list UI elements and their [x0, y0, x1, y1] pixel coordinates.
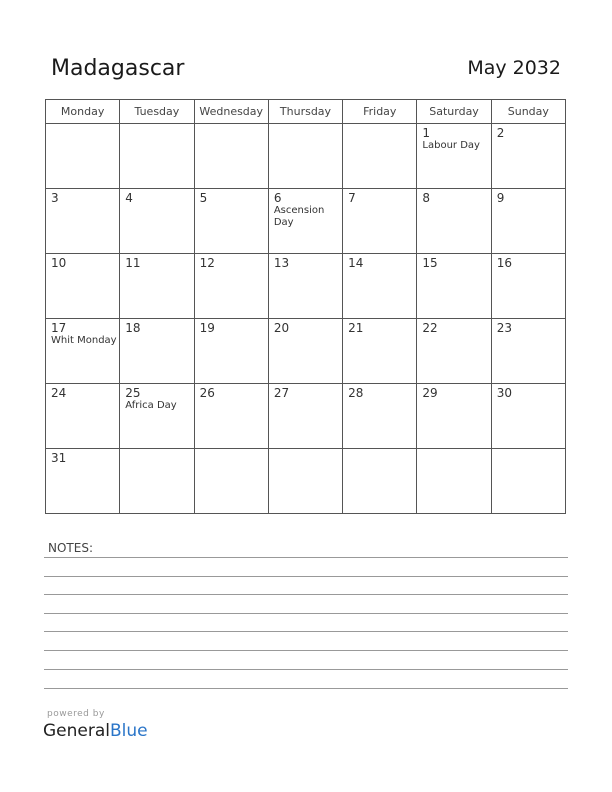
calendar-grid	[45, 99, 566, 514]
week-row	[46, 449, 566, 514]
weekday-header: Monday	[46, 100, 120, 124]
brand-logo[interactable]	[43, 721, 148, 741]
day-number: 11	[125, 256, 141, 270]
day-number: 23	[496, 321, 512, 335]
day-cell	[46, 449, 120, 514]
day-number: 26	[199, 386, 215, 400]
powered-by-text: powered by	[47, 709, 105, 719]
day-cell	[343, 124, 417, 189]
day-cell	[343, 189, 417, 254]
notes-line	[44, 669, 568, 670]
weekday-header: Sunday	[491, 100, 565, 124]
day-cell	[268, 319, 342, 384]
day-number: 10	[51, 256, 67, 270]
day-cell	[268, 384, 342, 449]
day-cell	[491, 189, 565, 254]
day-number: 28	[348, 386, 364, 400]
notes-line	[44, 631, 568, 632]
day-cell	[417, 189, 491, 254]
calendar-country-title: Madagascar	[51, 56, 185, 81]
day-number: 14	[348, 256, 364, 270]
notes-line	[44, 557, 568, 558]
calendar-month-title: May 2032	[467, 57, 561, 79]
day-cell	[343, 384, 417, 449]
day-cell	[120, 319, 194, 384]
day-cell	[194, 384, 268, 449]
day-cell	[343, 449, 417, 514]
day-cell	[491, 384, 565, 449]
day-cell	[417, 124, 491, 189]
day-number: 1	[422, 126, 431, 140]
day-cell	[343, 319, 417, 384]
day-cell	[46, 254, 120, 319]
day-number: 29	[422, 386, 438, 400]
day-number: 21	[348, 321, 364, 335]
day-number: 6	[273, 191, 282, 205]
day-cell	[417, 254, 491, 319]
day-number: 18	[125, 321, 141, 335]
day-number: 31	[51, 451, 67, 465]
day-cell	[120, 254, 194, 319]
day-number: 17	[51, 321, 67, 335]
notes-line	[44, 576, 568, 577]
weekday-header-row	[46, 100, 566, 124]
day-cell	[46, 319, 120, 384]
day-cell	[268, 189, 342, 254]
day-cell	[491, 449, 565, 514]
day-cell	[120, 384, 194, 449]
week-row	[46, 384, 566, 449]
day-cell	[194, 124, 268, 189]
weekday-header: Saturday	[417, 100, 491, 124]
weekday-header: Thursday	[268, 100, 342, 124]
holiday-label: Labour Day	[422, 140, 480, 151]
day-number: 19	[199, 321, 215, 335]
notes-line	[44, 650, 568, 651]
brand-general-text: General	[43, 721, 110, 741]
weekday-header: Tuesday	[120, 100, 194, 124]
day-number: 3	[51, 191, 59, 205]
day-number: 20	[273, 321, 290, 335]
day-cell	[46, 384, 120, 449]
day-number: 9	[496, 191, 505, 205]
day-cell	[268, 124, 342, 189]
day-number: 5	[199, 191, 208, 205]
day-cell	[417, 319, 491, 384]
day-cell	[268, 449, 342, 514]
day-cell	[46, 124, 120, 189]
holiday-label: Whit Monday	[51, 335, 117, 346]
notes-line	[44, 594, 568, 595]
day-cell	[491, 124, 565, 189]
week-row	[46, 189, 566, 254]
day-number: 16	[496, 256, 512, 270]
day-number: 15	[422, 256, 438, 270]
notes-line	[44, 688, 568, 689]
day-cell	[46, 189, 120, 254]
holiday-label: Africa Day	[125, 400, 177, 411]
week-row	[46, 124, 566, 189]
day-number: 25	[125, 386, 141, 400]
day-cell	[491, 319, 565, 384]
weekday-header: Wednesday	[194, 100, 268, 124]
weekday-header: Friday	[343, 100, 417, 124]
day-number: 2	[496, 126, 505, 140]
day-cell	[120, 449, 194, 514]
day-number: 8	[422, 191, 431, 205]
day-cell	[417, 449, 491, 514]
day-cell	[194, 189, 268, 254]
day-cell	[268, 254, 342, 319]
day-cell	[194, 449, 268, 514]
day-number: 30	[496, 386, 512, 400]
day-cell	[417, 384, 491, 449]
day-cell	[120, 124, 194, 189]
day-number: 22	[422, 321, 438, 335]
day-number: 27	[273, 386, 290, 400]
notes-label: NOTES:	[48, 541, 93, 555]
holiday-label: Ascension Day	[273, 205, 325, 228]
week-row	[46, 254, 566, 319]
notes-line	[44, 613, 568, 614]
day-cell	[120, 189, 194, 254]
day-cell	[343, 254, 417, 319]
day-cell	[194, 254, 268, 319]
day-number: 4	[125, 191, 133, 205]
day-cell	[491, 254, 565, 319]
brand-blue-text: Blue	[110, 721, 148, 741]
day-number: 7	[348, 191, 356, 205]
day-number: 24	[51, 386, 67, 400]
week-row	[46, 319, 566, 384]
day-number: 13	[273, 256, 290, 270]
day-number: 12	[199, 256, 215, 270]
day-cell	[194, 319, 268, 384]
